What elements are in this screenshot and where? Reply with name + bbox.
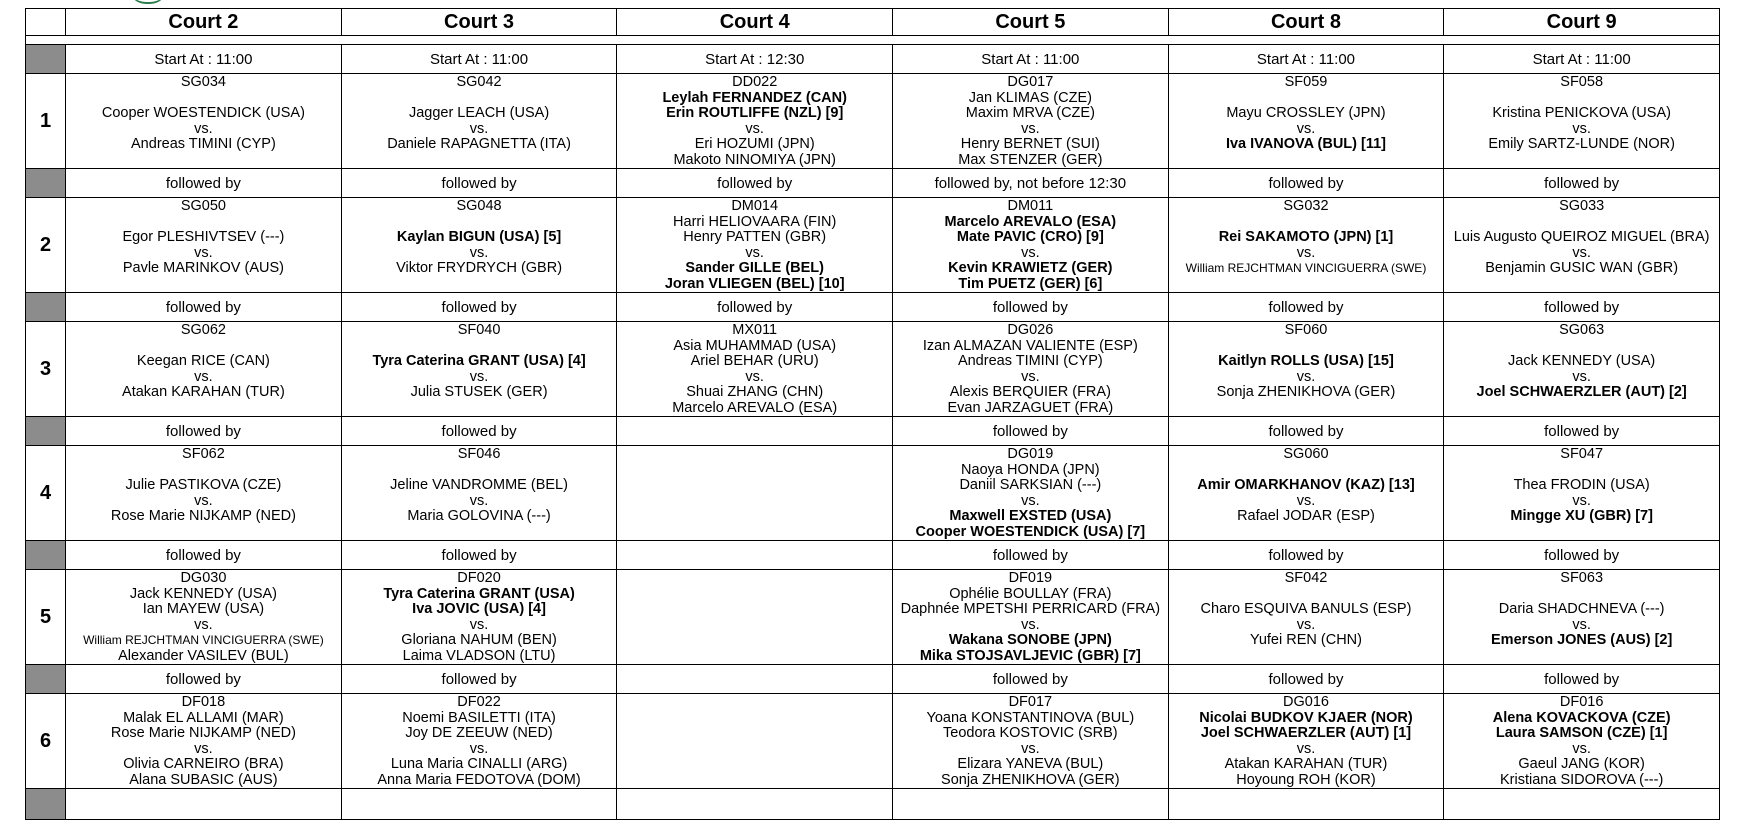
player-bottom: Iva IVANOVA (BUL) [11] (1225, 136, 1386, 152)
match-cell (1168, 322, 1444, 417)
player-top: Alena KOVACKOVA (CZE) (1492, 709, 1671, 726)
row-marker (26, 293, 66, 322)
player-bottom: Kristiana SIDOROVA (---) (1500, 771, 1664, 788)
match-code: SF060 (1284, 322, 1328, 338)
match-code: SG060 (1283, 446, 1329, 462)
versus-label: vs. (1296, 616, 1316, 633)
player-bottom: Wakana SONOBE (JPN) (948, 632, 1112, 648)
player-top: Nicolai BUDKOV KJAER (NOR) (1199, 709, 1413, 726)
versus-label: vs. (469, 492, 489, 509)
player-bottom: Benjamin GUSIC WAN (GBR) (1485, 260, 1679, 276)
followed-by-note: followed by (893, 417, 1169, 446)
match-code: SF040 (457, 322, 501, 338)
player-top: Joy DE ZEEUW (NED) (405, 725, 553, 741)
match-cell (66, 446, 342, 541)
followed-by-note: followed by (341, 665, 617, 694)
player-top: Tyra Caterina GRANT (USA) (383, 585, 575, 602)
match-code: DF019 (1008, 570, 1053, 586)
player-bottom: Gloriana NAHUM (BEN) (401, 632, 557, 648)
match-code: SF046 (457, 446, 501, 462)
versus-label: vs. (1021, 492, 1040, 509)
versus-label: vs. (745, 368, 764, 385)
player-top: Iva JOVIC (USA) [4] (412, 601, 546, 617)
match-cell (893, 446, 1169, 541)
player-top: Rose Marie NIJKAMP (NED) (110, 725, 296, 741)
player-top: Andreas TIMINI (CYP) (957, 353, 1103, 369)
versus-label: vs. (1572, 120, 1591, 137)
followed-by-row (26, 541, 1720, 570)
followed-by-note: followed by (893, 541, 1169, 570)
match-code: DF022 (457, 694, 501, 710)
followed-by-note: followed by (341, 169, 617, 198)
order-number: 3 (26, 322, 66, 417)
match-cell (617, 446, 893, 541)
followed-by-note: followed by (893, 665, 1169, 694)
match-code: DG030 (180, 570, 227, 586)
match-code: DF016 (1559, 694, 1604, 710)
followed-by-note (617, 665, 893, 694)
versus-label: vs. (469, 244, 489, 261)
match-cell (1444, 446, 1720, 541)
match-cell (617, 198, 893, 293)
player-top: Teodora KOSTOVIC (SRB) (943, 725, 1118, 741)
player-bottom: Alexander VASILEV (BUL) (118, 647, 289, 664)
versus-label: vs. (194, 740, 213, 757)
match-code: SG063 (1559, 322, 1605, 338)
match-code: DG016 (1283, 694, 1329, 710)
match-code: SF047 (1560, 446, 1604, 462)
row-marker (26, 169, 66, 198)
start-time: Start At : 12:30 (617, 45, 893, 74)
player-top: Daphnée MPETSHI PERRICARD (FRA) (900, 601, 1161, 617)
match-cell (341, 322, 617, 417)
player-bottom: Max STENZER (GER) (958, 151, 1103, 168)
followed-by-note: followed by (66, 293, 342, 322)
row-marker (26, 789, 66, 820)
versus-label: vs. (745, 244, 764, 261)
followed-by-note: followed by (1444, 417, 1720, 446)
player-bottom: Hoyoung ROH (KOR) (1236, 771, 1376, 788)
followed-by-note: followed by (617, 293, 893, 322)
player-bottom: Olivia CARNEIRO (BRA) (123, 756, 284, 772)
court-header-row (26, 9, 1720, 36)
match-cell (893, 694, 1169, 789)
followed-by-note: followed by (1444, 541, 1720, 570)
player-top: Daria SHADCHNEVA (---) (1498, 601, 1665, 617)
match-cell (617, 322, 893, 417)
match-cell (341, 570, 617, 665)
court-header: Court 5 (893, 9, 1169, 36)
followed-by-note: followed by (341, 293, 617, 322)
match-cell (66, 694, 342, 789)
match-code: SF063 (1560, 570, 1604, 586)
player-bottom: William REJCHTMAN VINCIGUERRA (SWE) (83, 633, 324, 647)
followed-by-note: followed by (1168, 293, 1444, 322)
versus-label: vs. (1296, 368, 1316, 385)
followed-by-note: followed by (1168, 169, 1444, 198)
match-code: DD022 (732, 74, 778, 90)
versus-label: vs. (1021, 740, 1040, 757)
player-bottom: Marcelo AREVALO (ESA) (672, 399, 838, 416)
player-top: Jagger LEACH (USA) (408, 105, 550, 121)
corner-cell (26, 9, 66, 36)
player-bottom: Gaeul JANG (KOR) (1518, 756, 1645, 772)
player-top: Jeline VANDROMME (BEL) (390, 477, 568, 493)
player-top: Daniil SARKSIAN (---) (959, 477, 1102, 493)
player-top: Asia MUHAMMAD (USA) (673, 337, 837, 354)
followed-by-note (617, 417, 893, 446)
match-cell (66, 570, 342, 665)
row-marker (26, 665, 66, 694)
player-top: Naoya HONDA (JPN) (961, 461, 1100, 478)
match-code: SG034 (180, 74, 226, 90)
match-code: SG062 (180, 322, 226, 338)
versus-label: vs. (194, 368, 213, 385)
order-number: 6 (26, 694, 66, 789)
match-code: DG017 (1007, 74, 1054, 90)
player-top: Egor PLESHIVTSEV (---) (122, 229, 285, 245)
order-of-play-table (25, 8, 1720, 820)
versus-label: vs. (1021, 120, 1040, 137)
player-top: Kristina PENICKOVA (USA) (1492, 105, 1671, 121)
match-code: DF020 (457, 570, 501, 586)
player-bottom: Atakan KARAHAN (TUR) (1224, 756, 1388, 772)
court-header: Court 8 (1168, 9, 1444, 36)
player-top: Noemi BASILETTI (ITA) (402, 709, 556, 726)
player-top: Jan KLIMAS (CZE) (968, 89, 1092, 106)
match-code: DF018 (181, 694, 226, 710)
player-top: Ophélie BOULLAY (FRA) (949, 585, 1112, 602)
empty-cell (341, 789, 617, 820)
player-bottom: Pavle MARINKOV (AUS) (122, 260, 284, 276)
player-top: Luis Augusto QUEIROZ MIGUEL (BRA) (1453, 229, 1710, 245)
player-top: Kaylan BIGUN (USA) [5] (396, 229, 562, 245)
followed-by-note: followed by (66, 169, 342, 198)
match-cell (341, 694, 617, 789)
player-bottom: Atakan KARAHAN (TUR) (122, 384, 285, 400)
court-header: Court 4 (617, 9, 893, 36)
followed-by-note: followed by (617, 169, 893, 198)
player-bottom: Maxwell EXSTED (USA) (949, 508, 1112, 524)
versus-label: vs. (1572, 368, 1591, 385)
followed-by-row (26, 169, 1720, 198)
versus-label: vs. (194, 244, 213, 261)
start-time: Start At : 11:00 (341, 45, 617, 74)
match-row (26, 198, 1720, 293)
player-top: Harri HELIOVAARA (FIN) (673, 213, 837, 230)
match-cell (66, 322, 342, 417)
followed-by-row (26, 293, 1720, 322)
player-top: Ian MAYEW (USA) (142, 601, 265, 617)
versus-label: vs. (469, 616, 489, 633)
player-bottom: Elizara YANEVA (BUL) (957, 756, 1104, 772)
followed-by-note: followed by (1168, 665, 1444, 694)
match-row (26, 570, 1720, 665)
versus-label: vs. (194, 120, 213, 137)
player-bottom: Daniele RAPAGNETTA (ITA) (387, 136, 571, 152)
empty-cell (66, 789, 342, 820)
player-bottom: Rafael JODAR (ESP) (1237, 508, 1375, 524)
versus-label: vs. (469, 368, 489, 385)
followed-by-note: followed by (341, 541, 617, 570)
followed-by-note: followed by (1168, 417, 1444, 446)
player-bottom: Joel SCHWAERZLER (AUT) [2] (1476, 384, 1687, 400)
match-cell (1444, 322, 1720, 417)
player-bottom: Julia STUSEK (GER) (410, 384, 548, 400)
followed-by-row (26, 665, 1720, 694)
player-bottom: Luna Maria CINALLI (ARG) (390, 756, 568, 772)
versus-label: vs. (1296, 244, 1316, 261)
player-top: Leylah FERNANDEZ (CAN) (662, 89, 847, 106)
match-code: SG050 (180, 198, 226, 214)
match-code: SF062 (182, 446, 225, 462)
player-top: Thea FRODIN (USA) (1513, 477, 1650, 493)
match-cell (341, 446, 617, 541)
player-bottom: Rose Marie NIJKAMP (NED) (110, 508, 296, 524)
match-code: SF059 (1284, 74, 1328, 90)
order-number: 2 (26, 198, 66, 293)
player-bottom: Henry BERNET (SUI) (960, 136, 1100, 152)
player-bottom: Maria GOLOVINA (---) (407, 508, 551, 524)
match-code: SG042 (456, 74, 502, 90)
player-top: Erin ROUTLIFFE (NZL) [9] (666, 105, 844, 121)
row-marker (26, 45, 66, 74)
player-bottom: Laima VLADSON (LTU) (402, 647, 556, 664)
match-code: SG033 (1559, 198, 1605, 214)
player-bottom: Mika STOJSAVLJEVIC (GBR) [7] (919, 647, 1141, 664)
court-header: Court 3 (341, 9, 617, 36)
versus-label: vs. (1021, 368, 1040, 385)
player-top: Yoana KONSTANTINOVA (BUL) (926, 709, 1135, 726)
versus-label: vs. (1572, 492, 1591, 509)
player-bottom: Shuai ZHANG (CHN) (686, 384, 824, 400)
match-code: DF017 (1008, 694, 1053, 710)
player-top: Mayu CROSSLEY (JPN) (1226, 105, 1386, 121)
player-bottom: Sonja ZHENIKHOVA (GER) (1216, 384, 1396, 400)
match-cell (1444, 74, 1720, 169)
player-top: Joel SCHWAERZLER (AUT) [1] (1200, 725, 1412, 741)
player-top: Mate PAVIC (CRO) [9] (956, 229, 1104, 245)
match-cell (1444, 570, 1720, 665)
row-marker (26, 541, 66, 570)
player-top: Amir OMARKHANOV (KAZ) [13] (1197, 477, 1415, 493)
player-top: Rei SAKAMOTO (JPN) [1] (1218, 229, 1394, 245)
start-time: Start At : 11:00 (1444, 45, 1720, 74)
player-top: Jack KENNEDY (USA) (1508, 353, 1656, 369)
player-top: Henry PATTEN (GBR) (683, 229, 827, 245)
followed-by-note: followed by (1444, 665, 1720, 694)
player-bottom: Kevin KRAWIETZ (GER) (948, 260, 1113, 276)
versus-label: vs. (1572, 244, 1591, 261)
versus-label: vs. (1021, 244, 1040, 261)
player-top: Tyra Caterina GRANT (USA) [4] (372, 353, 586, 369)
player-bottom: Yufei REN (CHN) (1249, 632, 1362, 648)
followed-by-note: followed by (341, 417, 617, 446)
start-time: Start At : 11:00 (1168, 45, 1444, 74)
followed-by-note: followed by (66, 541, 342, 570)
empty-cell (1168, 789, 1444, 820)
player-top: Cooper WOESTENDICK (USA) (101, 105, 305, 121)
followed-by-note: followed by (66, 417, 342, 446)
match-code: SG048 (456, 198, 502, 214)
match-cell (1444, 198, 1720, 293)
match-cell (1168, 74, 1444, 169)
versus-label: vs. (745, 120, 764, 137)
match-cell (893, 74, 1169, 169)
match-row (26, 446, 1720, 541)
player-bottom: Sander GILLE (BEL) (685, 260, 824, 276)
player-bottom: Viktor FRYDRYCH (GBR) (396, 260, 563, 276)
player-bottom: Mingge XU (GBR) [7] (1510, 508, 1653, 524)
player-top: Kaitlyn ROLLS (USA) [15] (1218, 353, 1394, 369)
start-time: Start At : 11:00 (66, 45, 342, 74)
match-cell (617, 74, 893, 169)
trailing-row (26, 789, 1720, 820)
player-bottom: Makoto NINOMIYA (JPN) (673, 151, 836, 168)
start-time-row (26, 45, 1720, 74)
player-bottom: Alexis BERQUIER (FRA) (949, 384, 1111, 400)
match-code: SF058 (1560, 74, 1604, 90)
player-bottom: Sonja ZHENIKHOVA (GER) (941, 771, 1120, 788)
match-cell (1168, 198, 1444, 293)
match-code: DG026 (1007, 322, 1054, 338)
player-top: Charo ESQUIVA BANULS (ESP) (1200, 601, 1412, 617)
row-marker (26, 417, 66, 446)
court-header: Court 2 (66, 9, 342, 36)
match-cell (617, 570, 893, 665)
followed-by-note (617, 541, 893, 570)
player-bottom: William REJCHTMAN VINCIGUERRA (SWE) (1185, 261, 1427, 275)
match-cell (341, 198, 617, 293)
player-top: Malak EL ALLAMI (MAR) (123, 709, 284, 726)
match-row (26, 322, 1720, 417)
player-bottom: Anna Maria FEDOTOVA (DOM) (377, 771, 581, 788)
match-cell (1168, 570, 1444, 665)
player-bottom: Alana SUBASIC (AUS) (129, 771, 278, 788)
player-top: Laura SAMSON (CZE) [1] (1495, 725, 1668, 741)
match-cell (1444, 694, 1720, 789)
player-top: Maxim MRVA (CZE) (965, 105, 1095, 121)
followed-by-note: followed by (893, 293, 1169, 322)
player-bottom: Joran VLIEGEN (BEL) [10] (664, 275, 845, 292)
player-bottom: Eri HOZUMI (JPN) (694, 136, 815, 152)
match-code: DM014 (731, 198, 779, 214)
player-bottom: Emily SARTZ-LUNDE (NOR) (1488, 136, 1675, 152)
player-top: Jack KENNEDY (USA) (129, 585, 277, 602)
tournament-logo (128, 0, 168, 4)
versus-label: vs. (194, 616, 213, 633)
player-top: Julie PASTIKOVA (CZE) (125, 477, 282, 493)
match-cell (893, 322, 1169, 417)
empty-cell (1444, 789, 1720, 820)
match-row (26, 694, 1720, 789)
player-bottom: Andreas TIMINI (CYP) (131, 136, 276, 152)
player-bottom: Emerson JONES (AUS) [2] (1491, 632, 1673, 648)
match-cell (893, 198, 1169, 293)
versus-label: vs. (1296, 120, 1316, 137)
match-cell (1168, 694, 1444, 789)
empty-cell (893, 789, 1169, 820)
order-number: 1 (26, 74, 66, 169)
order-number: 5 (26, 570, 66, 665)
player-top: Marcelo AREVALO (ESA) (944, 213, 1117, 230)
match-code: DM011 (1007, 198, 1054, 214)
match-row (26, 74, 1720, 169)
order-number: 4 (26, 446, 66, 541)
match-code: DG019 (1007, 446, 1054, 462)
court-header: Court 9 (1444, 9, 1720, 36)
start-time: Start At : 11:00 (893, 45, 1169, 74)
versus-label: vs. (1021, 616, 1040, 633)
versus-label: vs. (1296, 740, 1316, 757)
versus-label: vs. (1572, 740, 1591, 757)
match-cell (341, 74, 617, 169)
player-top: Izan ALMAZAN VALIENTE (ESP) (922, 337, 1138, 354)
spacer-row (26, 36, 1720, 45)
followed-by-note: followed by (66, 665, 342, 694)
match-cell (66, 198, 342, 293)
versus-label: vs. (194, 492, 213, 509)
match-cell (893, 570, 1169, 665)
followed-by-row (26, 417, 1720, 446)
match-code: SG032 (1283, 198, 1329, 214)
empty-cell (617, 789, 893, 820)
followed-by-note: followed by (1444, 169, 1720, 198)
versus-label: vs. (1572, 616, 1591, 633)
versus-label: vs. (469, 120, 489, 137)
player-bottom: Evan JARZAGUET (FRA) (947, 399, 1114, 416)
player-top: Keegan RICE (CAN) (136, 353, 270, 369)
match-code: SF042 (1284, 570, 1328, 586)
player-top: Ariel BEHAR (URU) (690, 353, 819, 369)
player-bottom: Tim PUETZ (GER) [6] (958, 275, 1103, 292)
match-cell (1168, 446, 1444, 541)
match-cell (617, 694, 893, 789)
versus-label: vs. (1296, 492, 1316, 509)
versus-label: vs. (469, 740, 489, 757)
player-bottom: Cooper WOESTENDICK (USA) [7] (915, 523, 1146, 540)
match-code: MX011 (732, 322, 778, 338)
followed-by-note: followed by (1444, 293, 1720, 322)
followed-by-note: followed by, not before 12:30 (893, 169, 1169, 198)
followed-by-note: followed by (1168, 541, 1444, 570)
match-cell (66, 74, 342, 169)
